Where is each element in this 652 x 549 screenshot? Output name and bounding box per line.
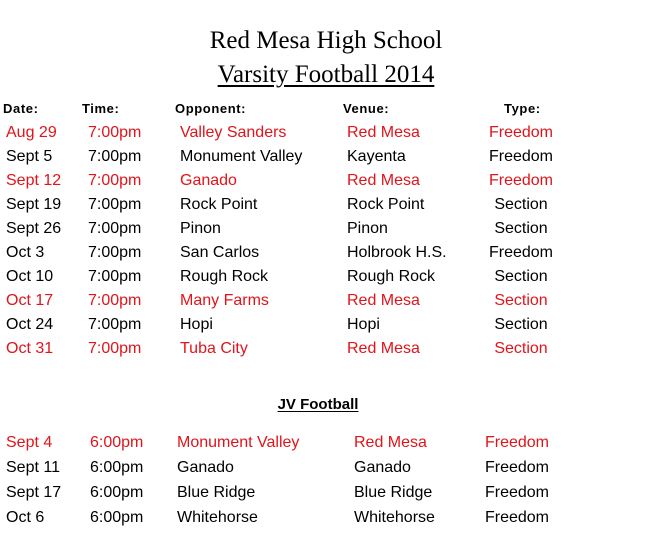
cell-opponent: Valley Sanders (180, 124, 287, 141)
table-row (0, 431, 652, 455)
cell-type: Freedom (488, 172, 554, 189)
cell-time: 7:00pm (88, 220, 142, 237)
table-row (0, 241, 652, 265)
cell-type: Freedom (488, 124, 554, 141)
cell-venue: Red Mesa (354, 434, 427, 451)
cell-opponent: Tuba City (180, 340, 248, 357)
cell-opponent: Ganado (180, 172, 237, 189)
cell-date: Sept 26 (6, 220, 62, 237)
cell-date: Oct 10 (6, 268, 54, 285)
cell-time: 7:00pm (88, 148, 142, 165)
table-row (0, 145, 652, 169)
table-row (0, 456, 652, 480)
cell-time: 6:00pm (90, 509, 144, 526)
table-row (0, 289, 652, 313)
cell-date: Oct 24 (6, 316, 54, 333)
cell-opponent: Ganado (177, 459, 234, 476)
cell-date: Oct 31 (6, 340, 54, 357)
cell-time: 7:00pm (88, 316, 142, 333)
cell-venue: Rough Rock (347, 268, 436, 285)
table-row (0, 169, 652, 193)
cell-opponent: Monument Valley (180, 148, 303, 165)
cell-time: 7:00pm (88, 268, 142, 285)
cell-type: Freedom (484, 484, 550, 501)
schedule-subtitle-text: Varsity Football 2014 (217, 61, 435, 88)
cell-time: 7:00pm (88, 124, 142, 141)
cell-date: Sept 19 (6, 196, 62, 213)
cell-type: Section (494, 292, 548, 309)
cell-opponent: Pinon (180, 220, 221, 237)
cell-opponent: San Carlos (180, 244, 260, 261)
cell-date: Sept 11 (6, 459, 60, 476)
cell-opponent: Blue Ridge (177, 484, 256, 501)
cell-time: 7:00pm (88, 244, 142, 261)
header-venue: Venue: (343, 101, 390, 116)
table-row (0, 481, 652, 505)
cell-venue: Whitehorse (354, 509, 435, 526)
cell-type: Section (494, 340, 548, 357)
cell-venue: Red Mesa (347, 172, 420, 189)
cell-type: Freedom (488, 244, 554, 261)
table-row (0, 265, 652, 289)
cell-time: 6:00pm (90, 434, 144, 451)
cell-opponent: Rough Rock (180, 268, 269, 285)
table-row (0, 193, 652, 217)
cell-venue: Red Mesa (347, 340, 420, 357)
cell-venue: Red Mesa (347, 124, 420, 141)
cell-venue: Ganado (354, 459, 411, 476)
cell-venue: Blue Ridge (354, 484, 433, 501)
cell-time: 6:00pm (90, 484, 144, 501)
header-date: Date: (3, 101, 39, 116)
cell-type: Freedom (484, 459, 550, 476)
table-row (0, 313, 652, 337)
cell-opponent: Hopi (180, 316, 213, 333)
cell-time: 7:00pm (88, 196, 142, 213)
cell-type: Section (494, 268, 548, 285)
cell-opponent: Monument Valley (177, 434, 300, 451)
cell-venue: Hopi (347, 316, 380, 333)
cell-type: Freedom (484, 509, 550, 526)
header-type: Type: (504, 101, 541, 116)
cell-date: Sept 5 (6, 148, 53, 165)
cell-date: Oct 17 (6, 292, 54, 309)
cell-time: 7:00pm (88, 292, 142, 309)
header-time: Time: (82, 101, 120, 116)
cell-type: Section (494, 316, 548, 333)
table-row (0, 121, 652, 145)
cell-date: Sept 12 (6, 172, 62, 189)
jv-section-title: JV Football (277, 396, 359, 413)
cell-venue: Holbrook H.S. (347, 244, 447, 261)
table-row (0, 217, 652, 241)
cell-time: 7:00pm (88, 172, 142, 189)
cell-date: Sept 4 (6, 434, 53, 451)
cell-venue: Kayenta (347, 148, 406, 165)
cell-venue: Red Mesa (347, 292, 420, 309)
cell-date: Aug 29 (6, 124, 57, 141)
table-row (0, 506, 652, 530)
cell-date: Oct 6 (6, 509, 45, 526)
cell-type: Freedom (484, 434, 550, 451)
cell-date: Sept 17 (6, 484, 62, 501)
cell-venue: Pinon (347, 220, 388, 237)
cell-opponent: Whitehorse (177, 509, 258, 526)
cell-time: 6:00pm (90, 459, 144, 476)
schedule-subtitle (0, 60, 652, 90)
cell-time: 7:00pm (88, 340, 142, 357)
cell-type: Section (494, 220, 548, 237)
cell-date: Oct 3 (6, 244, 45, 261)
table-row (0, 337, 652, 361)
header-opponent: Opponent: (175, 101, 247, 116)
cell-venue: Rock Point (347, 196, 425, 213)
cell-type: Freedom (488, 148, 554, 165)
cell-type: Section (494, 196, 548, 213)
cell-opponent: Many Farms (180, 292, 269, 309)
school-title: Red Mesa High School (209, 27, 443, 54)
cell-opponent: Rock Point (180, 196, 258, 213)
